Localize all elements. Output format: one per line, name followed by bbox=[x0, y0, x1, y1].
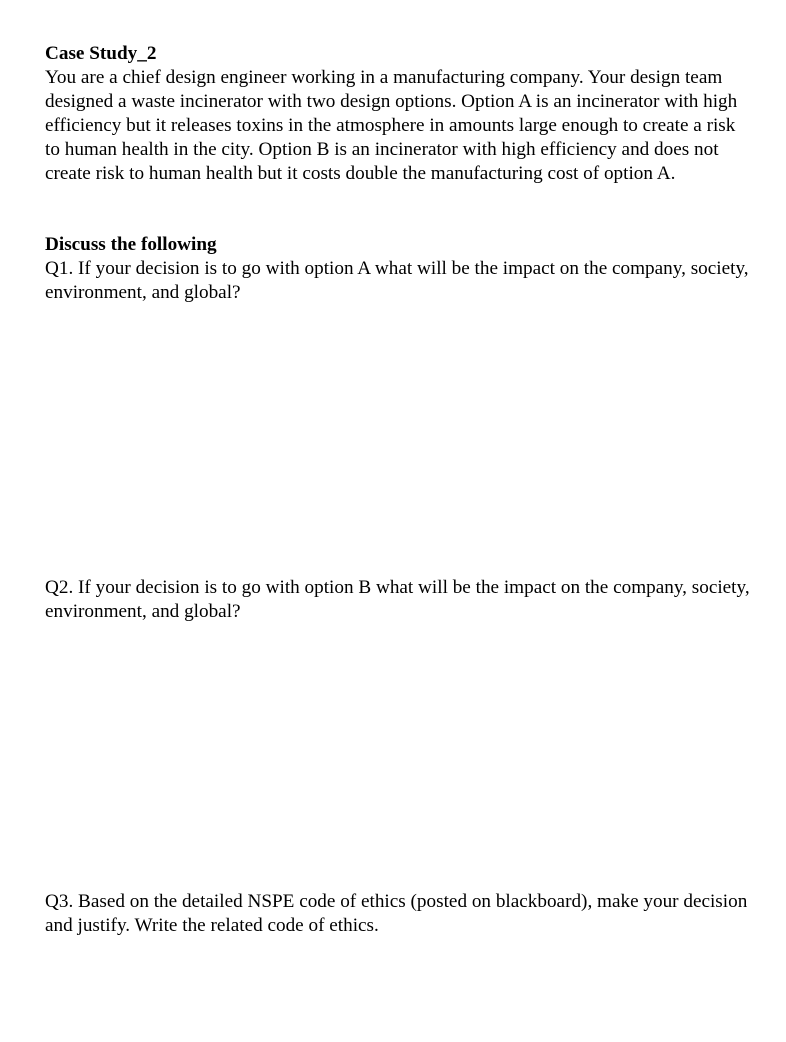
question-3-section bbox=[45, 890, 750, 938]
question-2: Q2. If your decision is to go with option B what will be the impact on the company, society, environment, and global? bbox=[45, 577, 750, 622]
question-3: Q3. Based on the detailed NSPE code of ethics (posted on blackboard), make your decision and justify. Write the related code of ethics. bbox=[45, 891, 748, 936]
case-study-body: You are a chief design engineer working in a manufacturing company. Your design team designed a waste incinerator with two design options. Option A is an incinerator with high efficiency but it releases toxins in the atmosphere in amounts large enough to create a risk to human health in the city. Option B is an incinerator with high efficiency and does not create risk to human health but it costs double the manufacturing cost of option A. bbox=[45, 67, 738, 184]
question-1: Q1. If your decision is to go with option A what will be the impact on the company, society, environment, and global? bbox=[45, 258, 749, 303]
case-study-section bbox=[45, 42, 750, 186]
discussion-heading: Discuss the following bbox=[45, 234, 217, 255]
question-2-section bbox=[45, 576, 750, 624]
discussion-section bbox=[45, 233, 750, 305]
case-study-title: Case Study_2 bbox=[45, 43, 157, 64]
